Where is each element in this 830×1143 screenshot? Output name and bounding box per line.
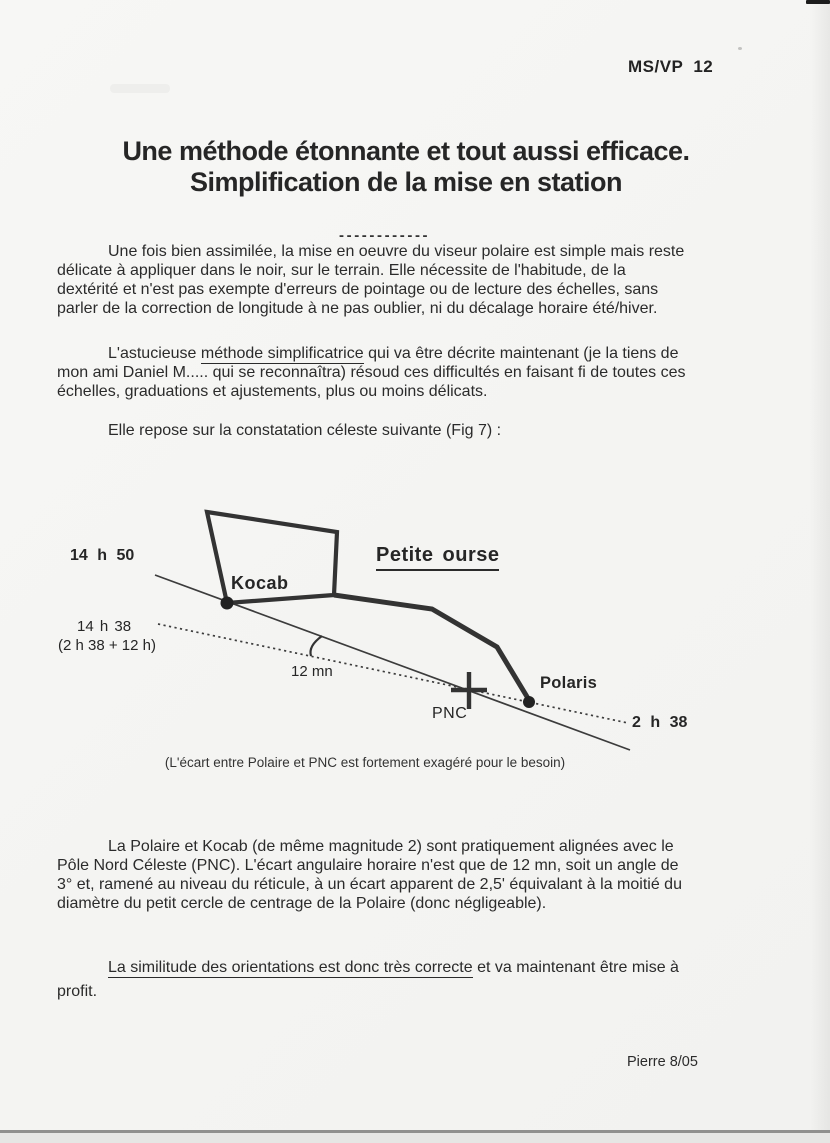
page-title-line1: Une méthode étonnante et tout aussi efficace. [122,136,690,166]
paragraph-5 [57,956,787,1004]
page-title-line2: Simplification de la mise en station [189,167,623,197]
document-code: MS/VP 12 [628,57,714,76]
underlined-phrase: méthode simplificatrice [200,345,364,362]
label-time-sum: (2 h 38 + 12 h) [58,637,156,654]
scan-shade-right-edge [810,0,830,1143]
paragraph-4 [57,837,787,913]
polaris-star-dot [523,696,535,708]
kocab-star-dot [221,597,234,610]
paragraph-line: Pôle Nord Céleste (PNC). L'écart angulaire horaire n'est que de 12 mn, soit un angle de [57,857,679,874]
paragraph-line: mon ami Daniel M..... qui se reconnaîtra) résoud ces difficultés en faisant fi de toutes ces [57,364,686,381]
underlined-phrase: La similitude des orientations est donc très correcte [108,959,473,976]
scan-smudge [110,84,170,93]
paragraph-line: délicate à appliquer dans le noir, sur le terrain. Elle nécessite de l'habitude, de la [57,262,626,279]
dipper-handle [334,595,529,700]
paragraph-line: échelles, graduations et ajustements, plus ou moins délicats. [57,383,488,400]
label-kocab: Kocab [231,573,289,593]
label-12mn: 12 mn [291,663,333,680]
label-polaris: Polaris [540,674,598,692]
text-segment: L'astucieuse [108,345,201,362]
label-time-14h50: 14 h 50 [70,547,135,564]
angle-arc [310,636,322,656]
scan-speck [738,47,742,50]
paragraph-line: profit. [57,983,98,1000]
scan-background-bottom [0,1133,830,1143]
label-time-14h38: 14 h 38 [77,618,132,635]
paragraph-line: La Polaire et Kocab (de même magnitude 2) sont pratiquement alignées avec le [108,838,674,855]
figure-caption: (L'écart entre Polaire et PNC est fortement exagéré pour le besoin) [164,755,566,770]
author-signature: Pierre 8/05 [627,1054,698,1070]
paragraph-line: diamètre du petit cercle de centrage de la Polaire (donc négligeable). [57,895,547,912]
paragraph-line: 3° et, ramené au niveau du réticule, à un écart apparent de 2,5' équivalant à la moitié du [57,876,682,893]
label-pnc: PNC [432,705,468,722]
text-segment: qui va être décrite maintenant (je la tiens de [363,345,679,362]
label-time-2h38: 2 h 38 [632,714,688,731]
paragraph-line: dextérité et n'est pas exempte d'erreurs de pointage ou de lecture des échelles, sans [57,281,659,298]
separator-dashes: ------------ [339,227,431,244]
paragraph-line: Elle repose sur la constatation céleste suivante (Fig 7) : [108,422,502,439]
paragraph-line: parler de la correction de longitude à ne pas oublier, ni du décalage horaire été/hiver. [57,300,658,317]
text-segment: et va maintenant être mise à [472,959,679,976]
scan-artifact-top-right [806,0,830,4]
paragraph-line: Une fois bien assimilée, la mise en oeuvre du viseur polaire est simple mais reste [108,243,685,260]
paragraph-line [57,956,787,980]
figure-title: Petite ourse [376,544,499,571]
